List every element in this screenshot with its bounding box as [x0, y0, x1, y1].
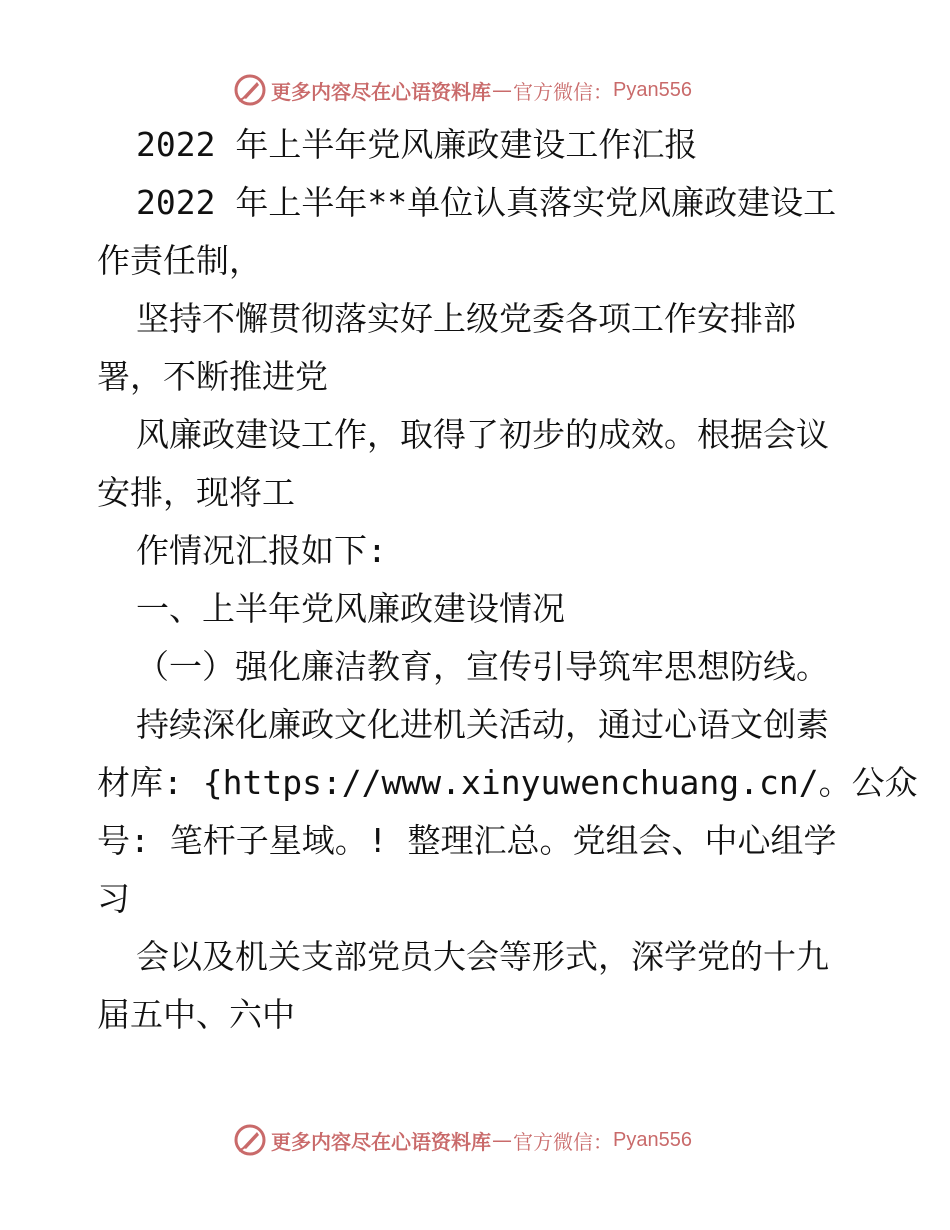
document-title: 2022 年上半年党风廉政建设工作汇报: [136, 125, 698, 164]
footer-wechat-id: Pyan556: [613, 1128, 692, 1151]
header-watermark: [233, 70, 692, 110]
quill-logo-icon: [233, 73, 267, 107]
subsection-heading: （一）强化廉洁教育，宣传引导筑牢思想防线。: [136, 647, 829, 686]
footer-watermark: [233, 1120, 692, 1160]
footer-watermark-text: 更多内容尽在心语资料库: [271, 1129, 491, 1154]
paragraph-line: 2022 年上半年**单位认真落实党风廉政建设工: [136, 183, 837, 222]
header-watermark-text: 更多内容尽在心语资料库: [271, 79, 491, 104]
quill-logo-icon: [233, 1123, 267, 1157]
paragraph-line: 材库: {https://www.xinyuwenchuang.cn/。公众: [97, 763, 918, 802]
paragraph-line: 作情况汇报如下:: [136, 531, 387, 570]
footer-watermark-separator: —: [492, 1128, 512, 1152]
header-wechat-id: Pyan556: [613, 78, 692, 101]
paragraph-line: 习: [97, 879, 130, 918]
paragraph-line: 安排，现将工: [97, 473, 295, 512]
paragraph-line: 届五中、六中: [97, 995, 295, 1034]
paragraph-line: 署，不断推进党: [97, 357, 328, 396]
header-wechat-label: 官方微信：: [513, 79, 613, 104]
paragraph-line: 风廉政建设工作，取得了初步的成效。根据会议: [136, 415, 829, 454]
footer-wechat-label: 官方微信：: [513, 1129, 613, 1154]
paragraph-line: 坚持不懈贯彻落实好上级党委各项工作安排部: [136, 299, 796, 338]
paragraph-line: 持续深化廉政文化进机关活动，通过心语文创素: [136, 705, 829, 744]
document-body: [97, 116, 918, 1044]
header-watermark-separator: —: [492, 78, 512, 102]
paragraph-line: 号: 笔杆子星域。! 整理汇总。党组会、中心组学: [97, 821, 837, 860]
paragraph-line: 作责任制，: [97, 241, 262, 280]
paragraph-line: 会以及机关支部党员大会等形式，深学党的十九: [136, 937, 829, 976]
section-heading: 一、上半年党风廉政建设情况: [136, 589, 565, 628]
